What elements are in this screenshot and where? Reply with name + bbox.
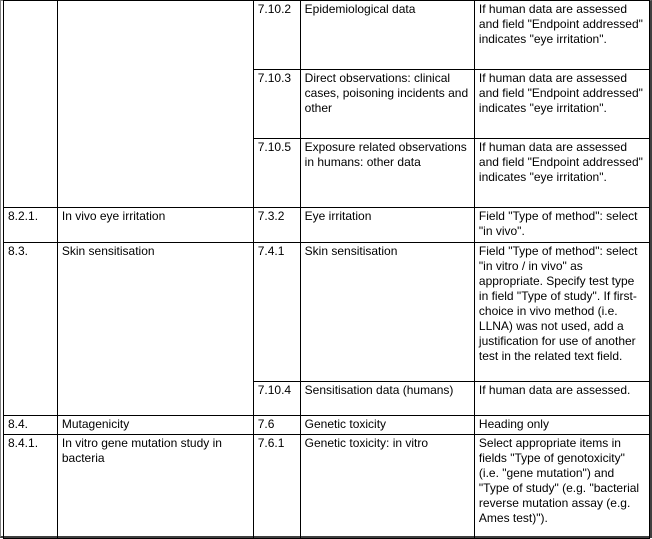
iuclid-section-cell: 7.3.2: [253, 208, 300, 243]
iuclid-title-cell: Skin sensitisation: [300, 243, 474, 382]
iuclid-section-cell: 7.10.3: [253, 70, 300, 139]
section-title-cell: Skin sensitisation: [57, 243, 253, 416]
iuclid-title-cell: Exposure related observations in humans: other data: [300, 139, 474, 208]
section-title-cell: Mutagenicity: [57, 416, 253, 435]
iuclid-section-cell: 7.6.1: [253, 435, 300, 539]
iuclid-section-cell: 7.6: [253, 416, 300, 435]
iuclid-title-cell: Eye irritation: [300, 208, 474, 243]
section-number-cell: 8.4.1.: [4, 435, 58, 539]
section-title-cell: In vitro gene mutation study in bacteria: [57, 435, 253, 539]
instruction-cell: Field "Type of method": select "in vivo".: [474, 208, 649, 243]
section-number-cell: 8.4.: [4, 416, 58, 435]
instruction-cell: If human data are assessed and field "Endpoint addressed" indicates "eye irritation".: [474, 1, 649, 70]
instruction-cell: Field "Type of method": select "in vitro / in vivo" as appropriate. Specify test type in field "Type of study". If first-choice in vivo method (i.e. LLNA) was not used, add a justification for use of another test in the related text field.: [474, 243, 649, 382]
table-row: [4, 243, 650, 382]
iuclid-section-cell: 7.10.2: [253, 1, 300, 70]
data-requirements-table: [3, 0, 650, 539]
section-title-cell: [57, 1, 253, 208]
section-number-cell: 8.3.: [4, 243, 58, 416]
section-number-cell: [4, 1, 58, 208]
table-row: [4, 1, 650, 70]
iuclid-section-cell: 7.10.4: [253, 382, 300, 416]
table-row: [4, 208, 650, 243]
table-row: [4, 435, 650, 539]
instruction-cell: If human data are assessed and field "Endpoint addressed" indicates "eye irritation".: [474, 139, 649, 208]
iuclid-title-cell: Genetic toxicity: [300, 416, 474, 435]
section-title-cell: In vivo eye irritation: [57, 208, 253, 243]
iuclid-title-cell: Direct observations: clinical cases, poisoning incidents and other: [300, 70, 474, 139]
section-number-cell: 8.2.1.: [4, 208, 58, 243]
table-row: [4, 416, 650, 435]
instruction-cell: If human data are assessed and field "Endpoint addressed" indicates "eye irritation".: [474, 70, 649, 139]
iuclid-section-cell: 7.4.1: [253, 243, 300, 382]
iuclid-section-cell: 7.10.5: [253, 139, 300, 208]
iuclid-title-cell: Sensitisation data (humans): [300, 382, 474, 416]
instruction-cell: If human data are assessed.: [474, 382, 649, 416]
iuclid-title-cell: Genetic toxicity: in vitro: [300, 435, 474, 539]
instruction-cell: Heading only: [474, 416, 649, 435]
instruction-cell: Select appropriate items in fields "Type of genotoxicity" (i.e. "gene mutation") and "Type of study" (e.g. "bacterial reverse mutation assay (e.g. Ames test)").: [474, 435, 649, 539]
iuclid-title-cell: Epidemiological data: [300, 1, 474, 70]
